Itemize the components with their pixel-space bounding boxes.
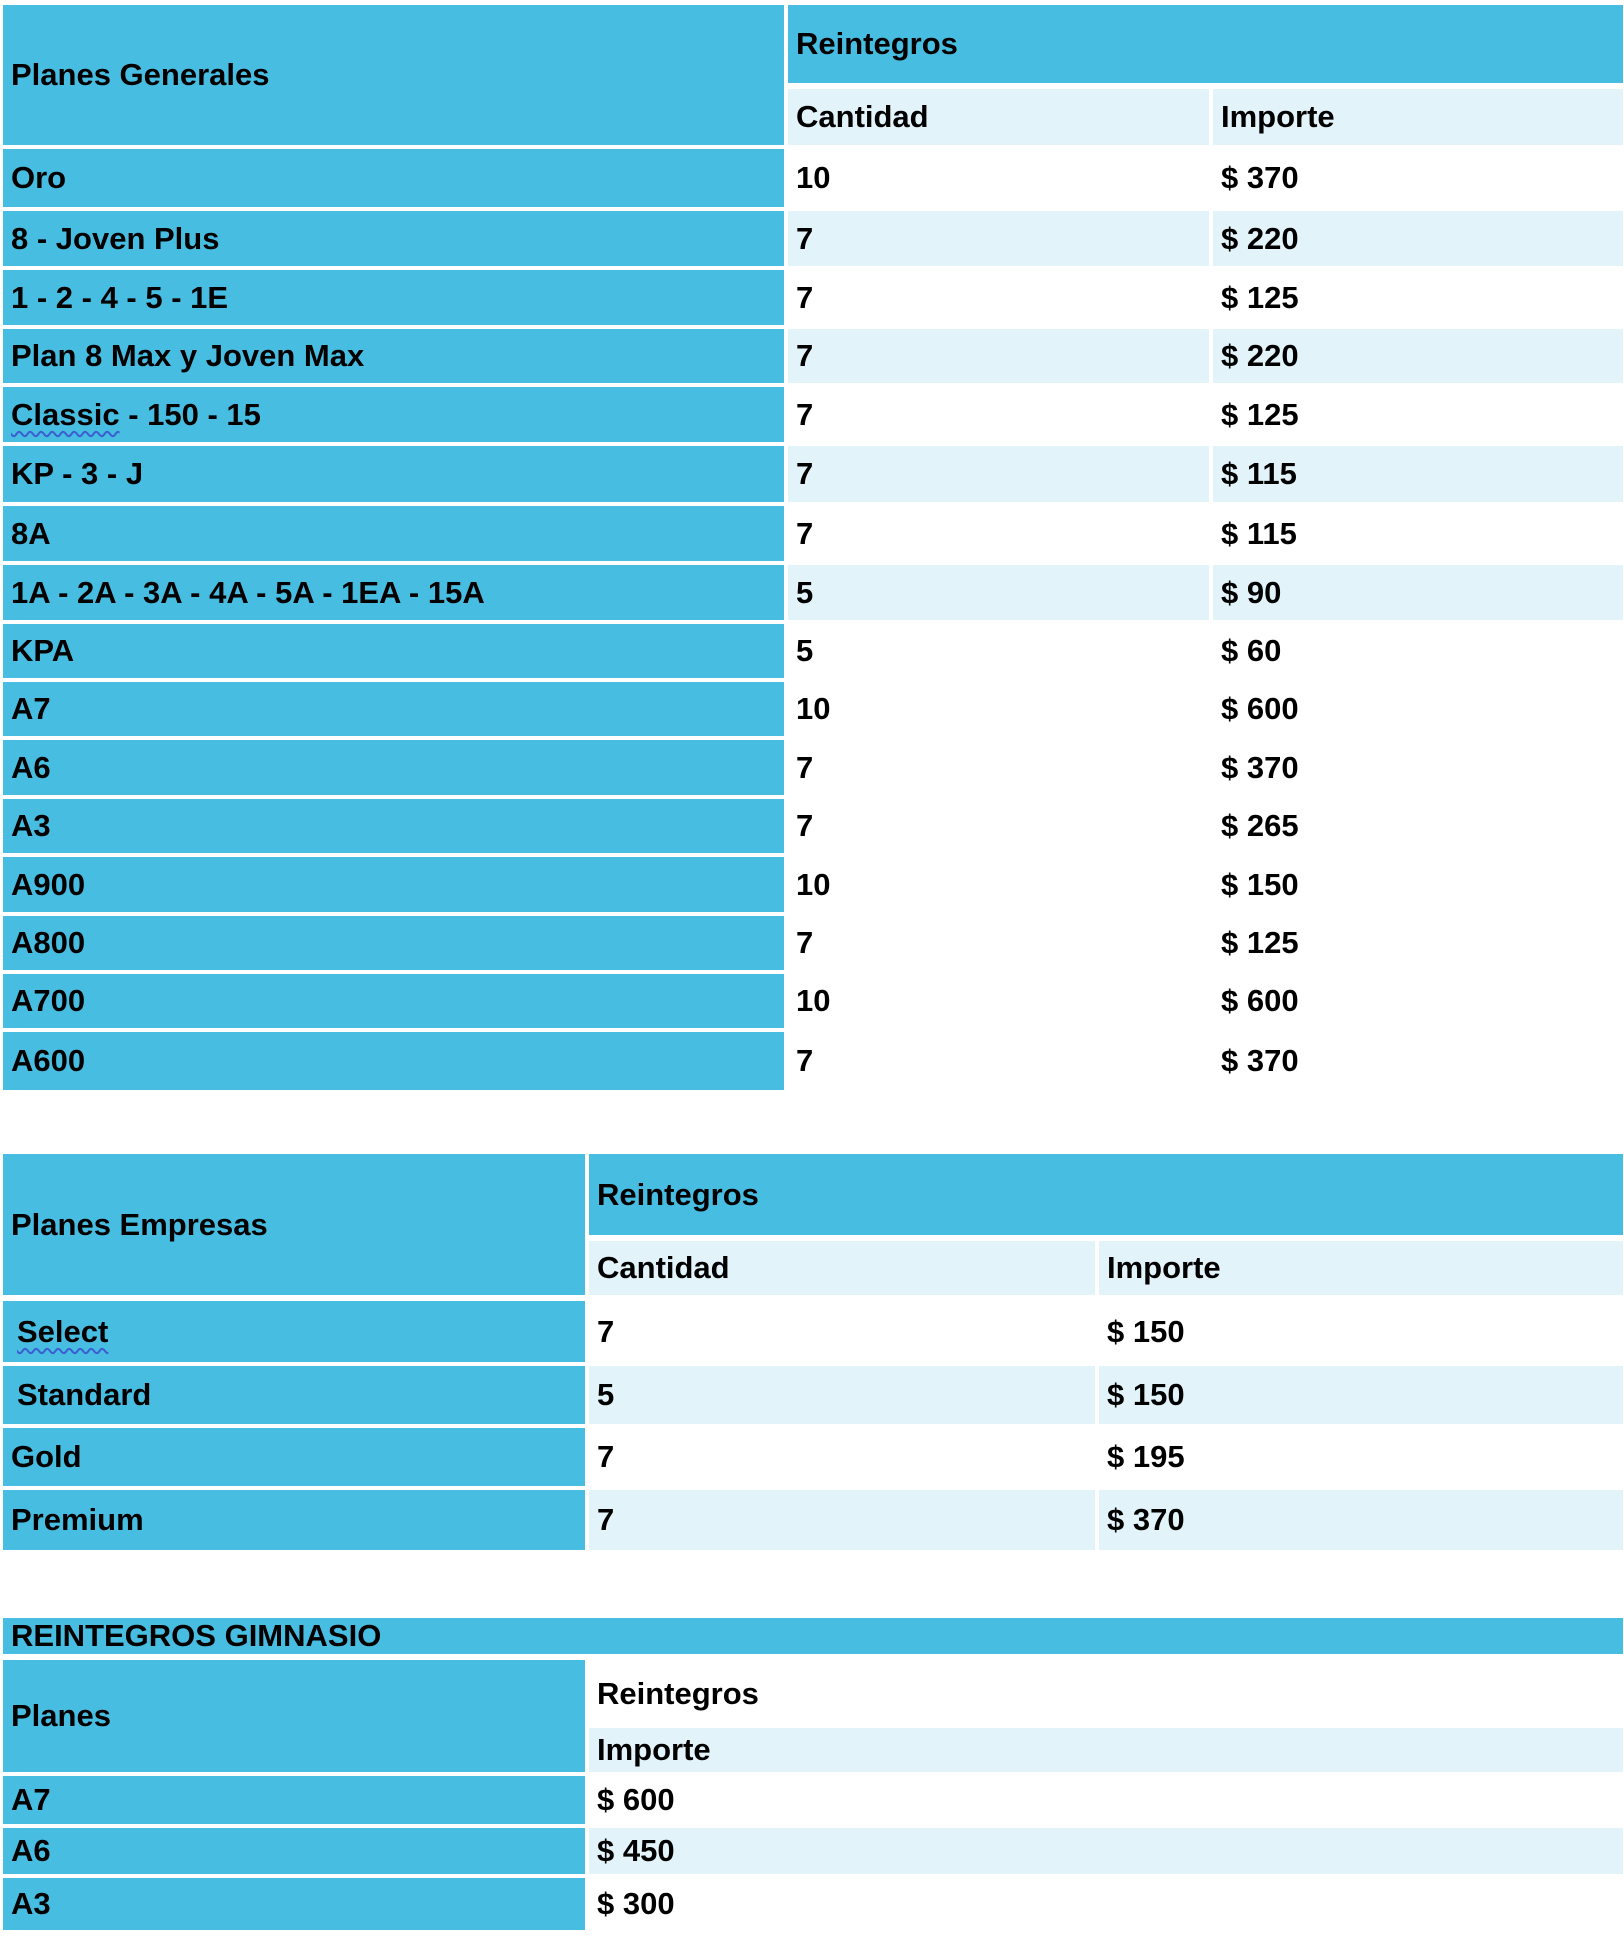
reintegros-header-label: Reintegros xyxy=(597,1676,759,1711)
cantidad-value: 7 xyxy=(589,1301,1099,1366)
table-row xyxy=(3,149,1623,211)
table-row xyxy=(3,1032,1623,1090)
cantidad-value: 10 xyxy=(788,149,1213,211)
plan-name: KP - 3 - J xyxy=(3,446,788,506)
planes-generales-table xyxy=(3,5,1623,1090)
table-row xyxy=(3,857,1623,916)
cantidad-value: 7 xyxy=(788,211,1213,270)
table-row xyxy=(3,270,1623,329)
table-row xyxy=(3,1301,1623,1366)
importe-value: $ 300 xyxy=(589,1878,1623,1930)
table-row xyxy=(3,1428,1623,1490)
table-row xyxy=(3,565,1623,624)
planes-empresas-header-label: Planes Empresas xyxy=(11,1206,268,1242)
importe-value: $ 90 xyxy=(1213,565,1623,624)
cantidad-value: 7 xyxy=(788,506,1213,565)
importe-header xyxy=(589,1728,1623,1776)
plan-name: Premium xyxy=(3,1490,589,1550)
plan-name: A3 xyxy=(3,1878,589,1930)
cantidad-value: 7 xyxy=(788,270,1213,329)
cantidad-value: 10 xyxy=(788,682,1213,740)
importe-header-label: Importe xyxy=(1107,1250,1221,1285)
table-row xyxy=(3,1828,1623,1878)
plan-name: A800 xyxy=(3,916,788,974)
importe-value: $ 125 xyxy=(1213,916,1623,974)
table-row xyxy=(3,740,1623,799)
importe-value: $ 220 xyxy=(1213,211,1623,270)
reintegros-header-label: Reintegros xyxy=(597,1176,759,1212)
importe-value: $ 60 xyxy=(1213,624,1623,682)
planes-generales-header-label: Planes Generales xyxy=(11,57,270,92)
reintegros-header-label: Reintegros xyxy=(796,26,958,61)
table-row xyxy=(3,974,1623,1032)
reintegros-header xyxy=(589,1660,1623,1728)
importe-header-label: Importe xyxy=(597,1732,711,1767)
cantidad-value: 10 xyxy=(788,974,1213,1032)
plan-name: Classic - 150 - 15 xyxy=(3,387,788,446)
cantidad-header-label: Cantidad xyxy=(597,1250,730,1285)
importe-value: $ 125 xyxy=(1213,387,1623,446)
reintegros-gimnasio-table xyxy=(3,1618,1623,1930)
importe-header xyxy=(1099,1241,1623,1301)
plan-name: A700 xyxy=(3,974,788,1032)
cantidad-value: 5 xyxy=(788,565,1213,624)
plan-name: A7 xyxy=(3,1776,589,1828)
planes-header-label: Planes xyxy=(11,1698,111,1733)
cantidad-value: 5 xyxy=(589,1366,1099,1428)
planes-empresas-header xyxy=(3,1154,589,1301)
importe-value: $ 150 xyxy=(1213,857,1623,916)
table-row xyxy=(3,1366,1623,1428)
importe-value: $ 370 xyxy=(1213,149,1623,211)
importe-value: $ 600 xyxy=(589,1776,1623,1828)
importe-value: $ 150 xyxy=(1099,1366,1623,1428)
plan-name: 1 - 2 - 4 - 5 - 1E xyxy=(3,270,788,329)
importe-value: $ 370 xyxy=(1213,1032,1623,1090)
table-row xyxy=(3,799,1623,857)
plan-name: Gold xyxy=(3,1428,589,1490)
cantidad-value: 7 xyxy=(788,329,1213,387)
gimnasio-title xyxy=(3,1618,1623,1660)
plan-name: A7 xyxy=(3,682,788,740)
importe-value: $ 115 xyxy=(1213,506,1623,565)
cantidad-value: 7 xyxy=(788,387,1213,446)
plan-name: 1A - 2A - 3A - 4A - 5A - 1EA - 15A xyxy=(3,565,788,624)
plan-name: 8 - Joven Plus xyxy=(3,211,788,270)
importe-value: $ 220 xyxy=(1213,329,1623,387)
reintegros-header xyxy=(788,5,1623,89)
importe-value: $ 115 xyxy=(1213,446,1623,506)
plan-name: A6 xyxy=(3,1828,589,1878)
gimnasio-title-label: REINTEGROS GIMNASIO xyxy=(11,1618,382,1653)
importe-header-label: Importe xyxy=(1221,99,1335,134)
cantidad-header-label: Cantidad xyxy=(796,99,929,134)
table-row xyxy=(3,211,1623,270)
plan-name: A900 xyxy=(3,857,788,916)
plan-name: A3 xyxy=(3,799,788,857)
importe-header xyxy=(1213,89,1623,149)
cantidad-value: 7 xyxy=(788,916,1213,974)
importe-value: $ 150 xyxy=(1099,1301,1623,1366)
table-row xyxy=(3,387,1623,446)
plan-name: KPA xyxy=(3,624,788,682)
table-row xyxy=(3,1878,1623,1930)
planes-header xyxy=(3,1660,589,1776)
plan-name: Standard xyxy=(3,1366,589,1428)
cantidad-value: 7 xyxy=(589,1428,1099,1490)
reintegros-header xyxy=(589,1154,1623,1241)
importe-value: $ 600 xyxy=(1213,682,1623,740)
importe-value: $ 450 xyxy=(589,1828,1623,1878)
importe-value: $ 600 xyxy=(1213,974,1623,1032)
plan-name: 8A xyxy=(3,506,788,565)
table-row xyxy=(3,1776,1623,1828)
importe-value: $ 370 xyxy=(1099,1490,1623,1550)
importe-value: $ 265 xyxy=(1213,799,1623,857)
table-row xyxy=(3,506,1623,565)
cantidad-value: 7 xyxy=(589,1490,1099,1550)
table-row xyxy=(3,682,1623,740)
plan-name: A600 xyxy=(3,1032,788,1090)
cantidad-value: 7 xyxy=(788,446,1213,506)
cantidad-value: 7 xyxy=(788,740,1213,799)
table-row xyxy=(3,624,1623,682)
plan-name: Select xyxy=(3,1301,589,1366)
cantidad-header xyxy=(589,1241,1099,1301)
planes-empresas-table xyxy=(3,1154,1623,1550)
table-row xyxy=(3,1490,1623,1550)
cantidad-value: 10 xyxy=(788,857,1213,916)
importe-value: $ 195 xyxy=(1099,1428,1623,1490)
plan-name: Plan 8 Max y Joven Max xyxy=(3,329,788,387)
cantidad-header xyxy=(788,89,1213,149)
cantidad-value: 5 xyxy=(788,624,1213,682)
plan-name: Oro xyxy=(3,149,788,211)
table-row xyxy=(3,916,1623,974)
importe-value: $ 125 xyxy=(1213,270,1623,329)
plan-name: A6 xyxy=(3,740,788,799)
cantidad-value: 7 xyxy=(788,799,1213,857)
cantidad-value: 7 xyxy=(788,1032,1213,1090)
importe-value: $ 370 xyxy=(1213,740,1623,799)
table-row xyxy=(3,329,1623,387)
spellcheck-word: Classic xyxy=(11,396,120,432)
table-row xyxy=(3,446,1623,506)
planes-generales-header xyxy=(3,5,788,149)
